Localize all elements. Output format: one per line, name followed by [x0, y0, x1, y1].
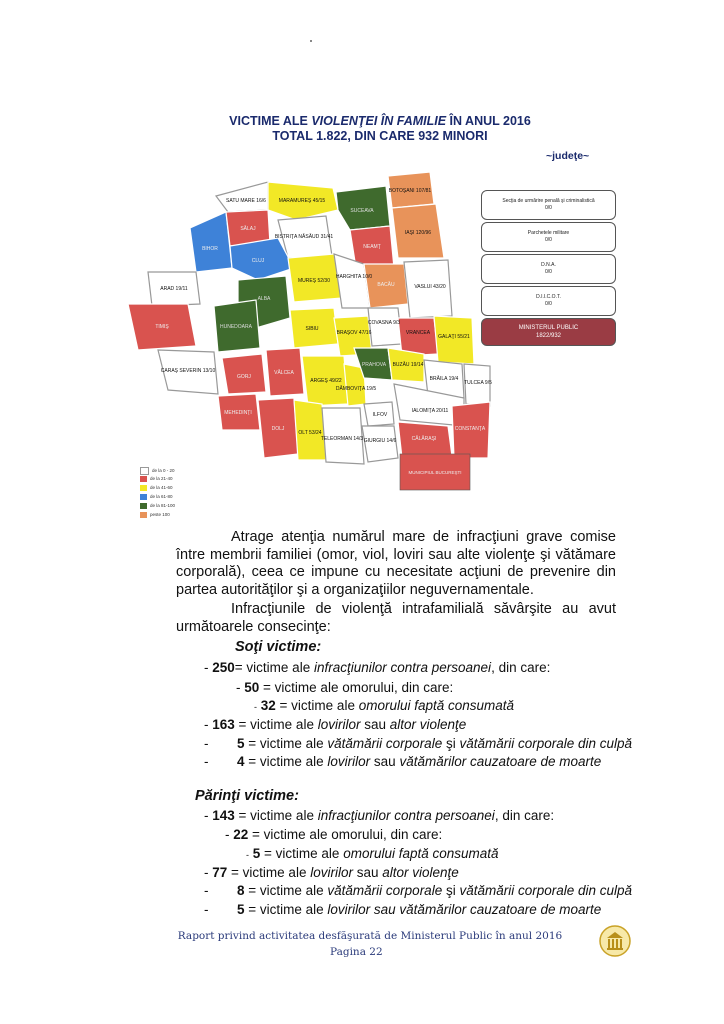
label-mures: MUREŞ 52/30 [298, 278, 330, 284]
label-hunedoara: HUNEDOARA [220, 324, 252, 330]
region-bihor [190, 212, 232, 272]
label-arges: ARGEŞ 49/22 [310, 378, 342, 384]
label-ialomita: IALOMIŢA 20/11 [411, 408, 449, 414]
legend-item: de la 21-40 [140, 476, 173, 484]
list-item: - 8 = victime ale vătămării corporale şi vătămării corporale din culpă [204, 883, 633, 898]
label-botosani: BOTOŞANI 107/81 [388, 188, 432, 194]
label-bistrita: BISTRIŢA NĂSĂUD 31/41 [274, 234, 334, 240]
label-prahova: PRAHOVA [361, 362, 387, 368]
label-ilfov: ILFOV [372, 412, 388, 418]
box-dna: D.N.A. 0/0 [481, 254, 616, 284]
label-covasna: COVASNA 9/3 [367, 320, 401, 326]
label-suceava: SUCEAVA [350, 208, 374, 214]
paragraph-consecinte: Infracţiunile de violenţă intrafamilială săvârşite au avut următoarele consecinţe: [176, 601, 616, 635]
label-valcea: VÂLCEA [274, 370, 294, 376]
label-vaslui: VASLUI 43/20 [414, 284, 446, 290]
label-bihor: BIHOR [202, 246, 218, 252]
label-calarasi: CĂLĂRAŞI [411, 436, 437, 442]
label-vrancea: VRANCEA [405, 330, 431, 336]
region-giurgiu [362, 426, 398, 462]
list-item: - 163 = victime ale lovirilor sau altor violenţe [204, 717, 467, 732]
section-parinti-title: Părinţi victime: [195, 788, 299, 804]
label-sibiu: SIBIU [305, 326, 319, 332]
legend-swatch [140, 476, 147, 482]
judete-label: ~judeţe~ [546, 150, 590, 162]
label-harghita: HARGHITA 10/0 [335, 274, 373, 280]
label-dolj: DOLJ [271, 426, 285, 432]
footer-report-title: Raport privind activitatea desfăşurată de Ministerul Public în anul 2016 [177, 930, 563, 942]
label-braila: BRĂILA 19/4 [429, 376, 459, 382]
label-maramures: MARAMUREŞ 45/15 [278, 198, 326, 204]
list-item: - 5 = victime ale lovirilor sau vătămărilor cauzatoare de moarte [204, 902, 602, 917]
region-galati [434, 316, 474, 364]
list-item: - 5 = victime ale omorului faptă consumată [246, 846, 499, 861]
list-item: - 4 = victime ale lovirilor sau vătămărilor cauzatoare de moarte [204, 754, 602, 769]
box-sectia-urmarire: Secţia de urmărire penală şi criminalistică 0/0 [481, 190, 616, 220]
label-caras: CARAŞ SEVERIN 13/10 [160, 368, 216, 374]
label-neamt: NEAMŢ [363, 244, 381, 250]
label-mehedinti: MEHEDINŢI [224, 410, 252, 416]
list-item: - 22 = victime ale omorului, din care: [225, 827, 443, 842]
region-satu-mare [216, 182, 268, 212]
list-item: - 143 = victime ale infracţiunilor contra persoanei, din care: [204, 808, 555, 823]
list-item: - 32 = victime ale omorului faptă consumată [254, 698, 515, 713]
legend-item: de la 41-60 [140, 485, 173, 493]
page-number: Pagina 22 [330, 946, 383, 958]
label-dambovita: DÂMBOVIŢA 19/5 [335, 386, 377, 392]
label-bacau: BACĂU [377, 282, 395, 288]
scan-speck [310, 40, 312, 42]
legend-swatch [140, 485, 147, 491]
legend-item: de la 81-100 [140, 503, 175, 511]
label-alba: ALBA [257, 296, 271, 302]
label-giurgiu: GIURGIU 14/6 [363, 438, 397, 444]
list-item: - 77 = victime ale lovirilor sau altor violenţe [204, 865, 459, 880]
label-olt: OLT 53/24 [298, 430, 322, 436]
label-cluj: CLUJ [251, 258, 265, 264]
ministry-logo-icon [598, 924, 632, 958]
list-item: - 5 = victime ale vătămării corporale şi vătămării corporale din culpă [204, 736, 633, 751]
box-diicot: D.I.I.C.O.T. 0/0 [481, 286, 616, 316]
label-galati: GALAŢI 55/21 [438, 334, 470, 340]
label-arad: ARAD 19/11 [160, 286, 188, 292]
legend-swatch [140, 512, 147, 518]
list-item: - 50 = victime ale omorului, din care: [236, 680, 454, 695]
box-ministerul-public: MINISTERUL PUBLIC 1822/932 [481, 318, 616, 346]
label-gorj: GORJ [237, 374, 251, 380]
label-satu-mare: SATU MARE 16/6 [226, 198, 266, 204]
legend-item: de la 0 - 20 [140, 467, 175, 475]
legend-swatch [140, 467, 149, 475]
legend-item: de la 61-80 [140, 494, 173, 502]
paragraph-atentie: Atrage atenţia numărul mare de infracţiuni grave comise între membrii familiei (omor, viol, loviri sau alte violenţe şi vătămare corporală), ceea ce impune cu necesitate acţiuni de prevenire din partea autorităţilor şi a organizaţiilor neguvernamentale. [176, 529, 616, 598]
label-tulcea: TULCEA 9/5 [464, 380, 492, 386]
legend-swatch [140, 503, 147, 509]
section-soti-title: Soţi victime: [235, 639, 322, 655]
label-timis: TIMIŞ [155, 324, 169, 330]
box-parchete-militare: Parchetele militare 0/0 [481, 222, 616, 252]
label-brasov: BRAŞOV 47/16 [336, 330, 372, 336]
list-item: - 250= victime ale infracţiunilor contra persoanei, din care: [204, 660, 551, 675]
legend-item: peste 100 [140, 512, 170, 520]
label-teleorman: TELEORMAN 14/3 [320, 436, 364, 442]
label-iasi: IAŞI 120/96 [404, 230, 432, 236]
label-buzau: BUZĂU 19/14 [392, 362, 424, 368]
legend-swatch [140, 494, 147, 500]
map-title: VICTIME ALE VIOLENŢEI ÎN FAMILIE ÎN ANUL 2016 TOTAL 1.822, DIN CARE 932 MINORI [229, 114, 531, 143]
label-bucuresti: MUNICIPIUL BUCUREŞTI [408, 470, 462, 475]
region-covasna [368, 308, 402, 346]
label-constanta: CONSTANŢA [454, 426, 486, 432]
label-salaj: SĂLAJ [240, 226, 256, 232]
